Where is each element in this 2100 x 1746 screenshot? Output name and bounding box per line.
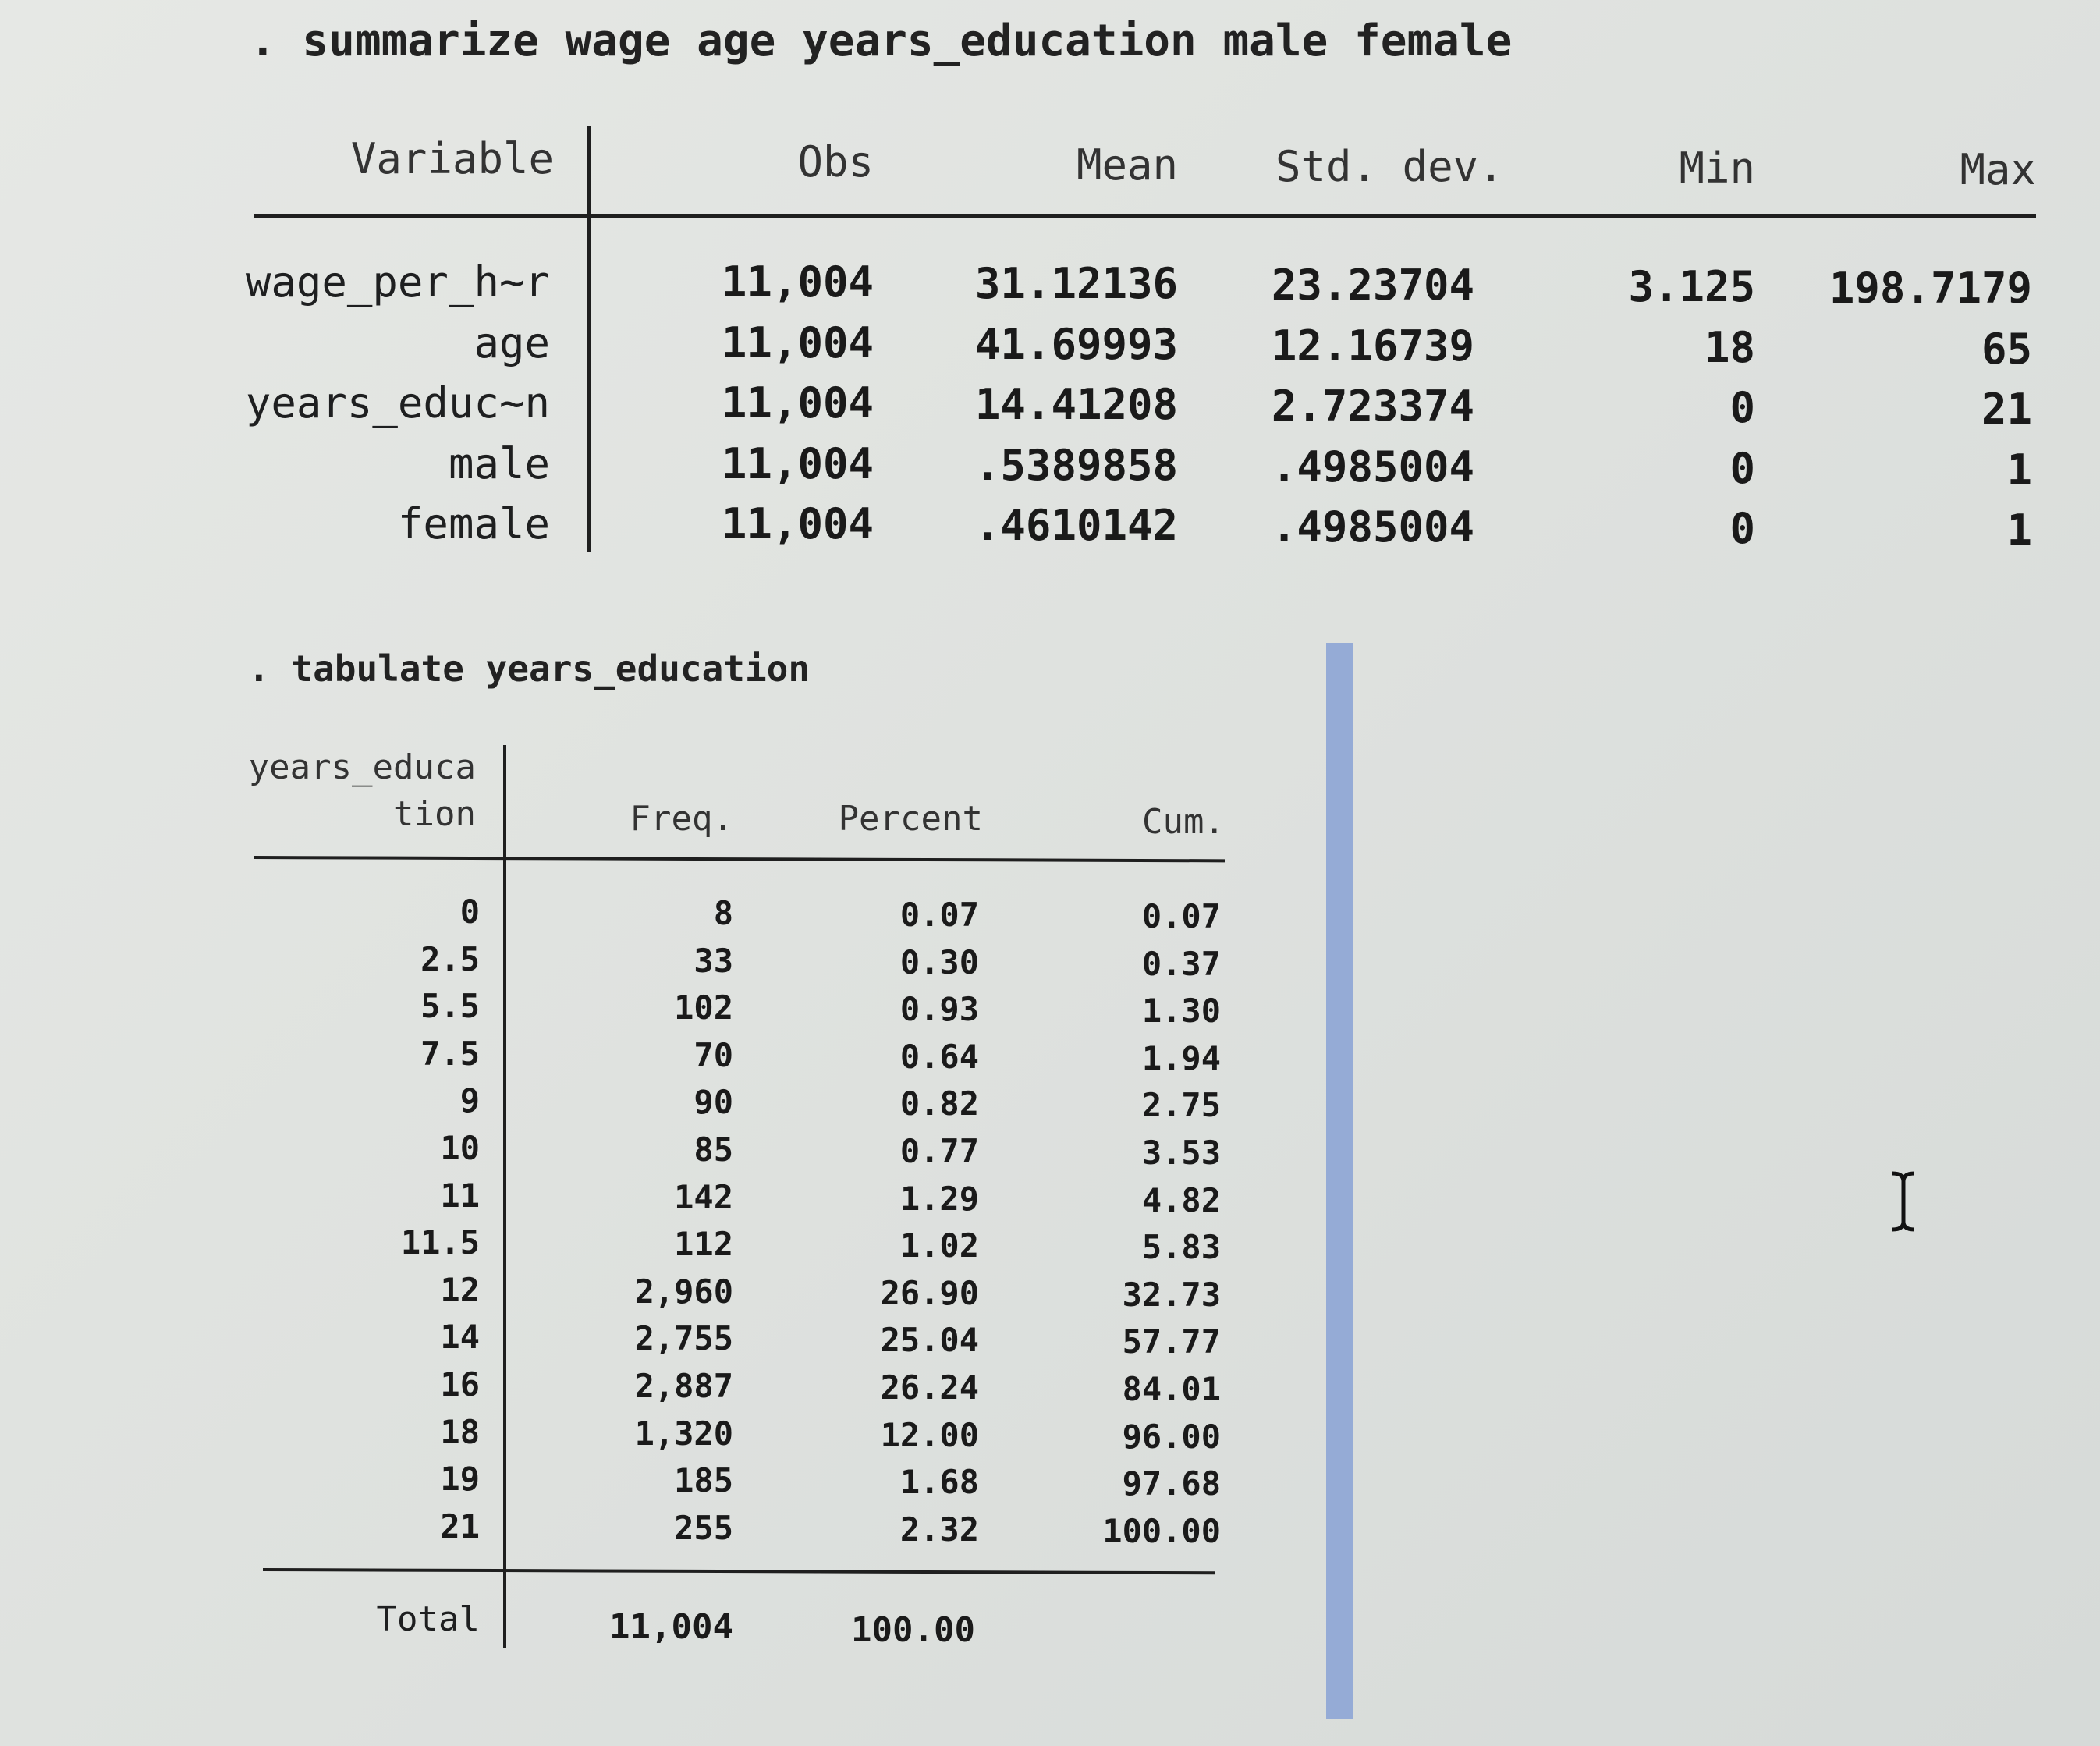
summary-cell-mean: 31.12136	[974, 259, 1178, 308]
tab-cell-freq: 255	[674, 1508, 733, 1547]
summary-header-variable: Variable	[350, 134, 554, 183]
tab-cell-value: 11	[440, 1176, 480, 1215]
summary-cell-obs: 11,004	[721, 499, 874, 548]
tab-column-divider	[503, 745, 506, 1648]
tab-header-line1: years_educa	[248, 747, 476, 787]
text-cursor-icon	[1888, 1170, 1919, 1233]
tab-cell-freq: 185	[674, 1461, 733, 1500]
tab-cell-percent: 0.77	[899, 1132, 979, 1170]
tab-cell-value: 16	[440, 1365, 480, 1404]
summary-cell-sd: .4985004	[1271, 502, 1474, 552]
summary-cell-max: 1	[2006, 445, 2032, 495]
summary-cell-max: 65	[1981, 324, 2032, 374]
summary-cell-obs: 11,004	[721, 438, 874, 488]
summary-header-min: Min	[1679, 144, 1755, 193]
summary-cell-variable: male	[448, 438, 550, 488]
summary-column-divider	[587, 126, 591, 552]
tab-cell-percent: 2.32	[899, 1510, 979, 1549]
tab-cell-freq: 8	[713, 894, 733, 932]
tab-header-freq: Freq.	[630, 799, 733, 839]
tab-cell-value: 7.5	[420, 1034, 480, 1073]
tab-cell-freq: 33	[693, 941, 733, 980]
tab-cell-value: 19	[440, 1460, 480, 1499]
tab-header-rule	[254, 856, 1225, 862]
tab-cell-cum: 32.73	[1122, 1275, 1221, 1314]
tab-cell-cum: 1.30	[1141, 992, 1221, 1031]
summary-cell-min: 3.125	[1628, 262, 1755, 311]
summary-cell-obs: 11,004	[721, 257, 874, 307]
tab-cell-cum: 57.77	[1122, 1322, 1221, 1361]
tab-cell-freq: 70	[693, 1035, 733, 1074]
summary-cell-mean: .4610142	[974, 501, 1178, 550]
tab-cell-value: 9	[459, 1081, 480, 1120]
tab-cell-freq: 112	[674, 1225, 733, 1264]
tab-header-cum: Cum.	[1142, 802, 1225, 842]
tab-cell-value: 0	[459, 893, 480, 931]
tab-cell-value: 2.5	[420, 939, 480, 978]
summary-cell-min: 0	[1729, 504, 1755, 553]
tab-cell-percent: 0.64	[899, 1037, 979, 1076]
summary-cell-sd: 2.723374	[1271, 381, 1474, 431]
summary-header-mean: Mean	[1076, 140, 1178, 190]
tab-header-percent: Percent	[838, 799, 983, 839]
summary-cell-sd: 23.23704	[1271, 261, 1474, 310]
summary-cell-mean: 41.69993	[974, 319, 1178, 369]
summary-cell-variable: wage_per_h~r	[245, 257, 550, 307]
tab-total-percent: 100.00	[851, 1610, 975, 1650]
tab-total-rule	[263, 1568, 1215, 1574]
tab-cell-freq: 102	[674, 988, 733, 1027]
tab-cell-cum: 0.07	[1141, 897, 1221, 935]
summary-cell-variable: female	[397, 499, 550, 548]
tab-cell-cum: 5.83	[1141, 1228, 1221, 1267]
summary-cell-mean: .5389858	[974, 440, 1178, 490]
tab-cell-percent: 26.24	[880, 1368, 979, 1407]
summary-cell-sd: .4985004	[1271, 442, 1474, 492]
tab-cell-cum: 100.00	[1102, 1511, 1221, 1550]
tab-cell-freq: 2,960	[634, 1272, 733, 1311]
tab-cell-percent: 0.93	[899, 990, 979, 1029]
summarize-command: . summarize wage age years_education male female	[250, 16, 1513, 66]
summary-cell-max: 1	[2006, 506, 2032, 555]
summary-cell-min: 18	[1704, 322, 1755, 372]
tab-cell-percent: 26.90	[880, 1273, 979, 1312]
summary-cell-min: 0	[1729, 443, 1755, 493]
tab-cell-cum: 1.94	[1141, 1038, 1221, 1077]
tab-cell-value: 14	[440, 1318, 480, 1357]
tab-cell-freq: 142	[674, 1177, 733, 1216]
tab-cell-cum: 4.82	[1141, 1180, 1221, 1219]
tab-cell-cum: 0.37	[1141, 944, 1221, 983]
tab-cell-cum: 3.53	[1141, 1134, 1221, 1172]
tab-header-line2: tion	[393, 794, 476, 834]
tab-cell-value: 11.5	[400, 1223, 480, 1262]
summary-cell-obs: 11,004	[721, 378, 874, 428]
tab-cell-freq: 90	[693, 1083, 733, 1122]
tab-cell-value: 21	[440, 1506, 480, 1545]
tab-cell-percent: 1.68	[899, 1463, 979, 1502]
summary-header-rule	[254, 214, 2036, 218]
tab-cell-freq: 2,755	[634, 1319, 733, 1358]
summary-cell-mean: 14.41208	[974, 380, 1178, 429]
tab-total-freq: 11,004	[609, 1607, 733, 1647]
tab-cell-cum: 96.00	[1122, 1417, 1221, 1456]
summary-header-sd: Std. dev.	[1275, 142, 1504, 191]
tab-cell-freq: 1,320	[634, 1414, 733, 1453]
tab-cell-cum: 84.01	[1122, 1370, 1221, 1408]
tab-cell-value: 12	[440, 1270, 480, 1309]
tab-cell-percent: 25.04	[880, 1321, 979, 1360]
tab-cell-percent: 12.00	[880, 1415, 979, 1454]
tab-cell-percent: 0.07	[899, 896, 979, 934]
summary-cell-variable: years_educ~n	[245, 378, 550, 428]
tab-cell-percent: 0.30	[899, 942, 979, 981]
tab-cell-percent: 1.29	[899, 1179, 979, 1218]
tab-cell-freq: 2,887	[634, 1367, 733, 1405]
tab-cell-percent: 0.82	[899, 1084, 979, 1123]
tab-cell-value: 10	[440, 1129, 480, 1167]
summary-cell-max: 21	[1981, 385, 2032, 434]
tab-cell-value: 18	[440, 1412, 480, 1451]
summary-cell-obs: 11,004	[721, 318, 874, 367]
tab-cell-cum: 2.75	[1141, 1086, 1221, 1125]
summary-cell-variable: age	[474, 318, 550, 367]
tabulate-command: . tabulate years_education	[248, 648, 811, 690]
summary-cell-min: 0	[1729, 383, 1755, 432]
summary-cell-max: 198.7179	[1829, 264, 2032, 313]
tab-cell-freq: 85	[693, 1130, 733, 1169]
selection-highlight-bar	[1326, 643, 1353, 1719]
tab-cell-percent: 1.02	[899, 1226, 979, 1265]
summary-header-max: Max	[1960, 145, 2036, 194]
tab-cell-cum: 97.68	[1122, 1464, 1221, 1503]
summary-cell-sd: 12.16739	[1271, 321, 1474, 371]
tab-cell-value: 5.5	[420, 987, 480, 1026]
summary-header-obs: Obs	[797, 137, 874, 186]
tab-total-label: Total	[376, 1599, 480, 1639]
